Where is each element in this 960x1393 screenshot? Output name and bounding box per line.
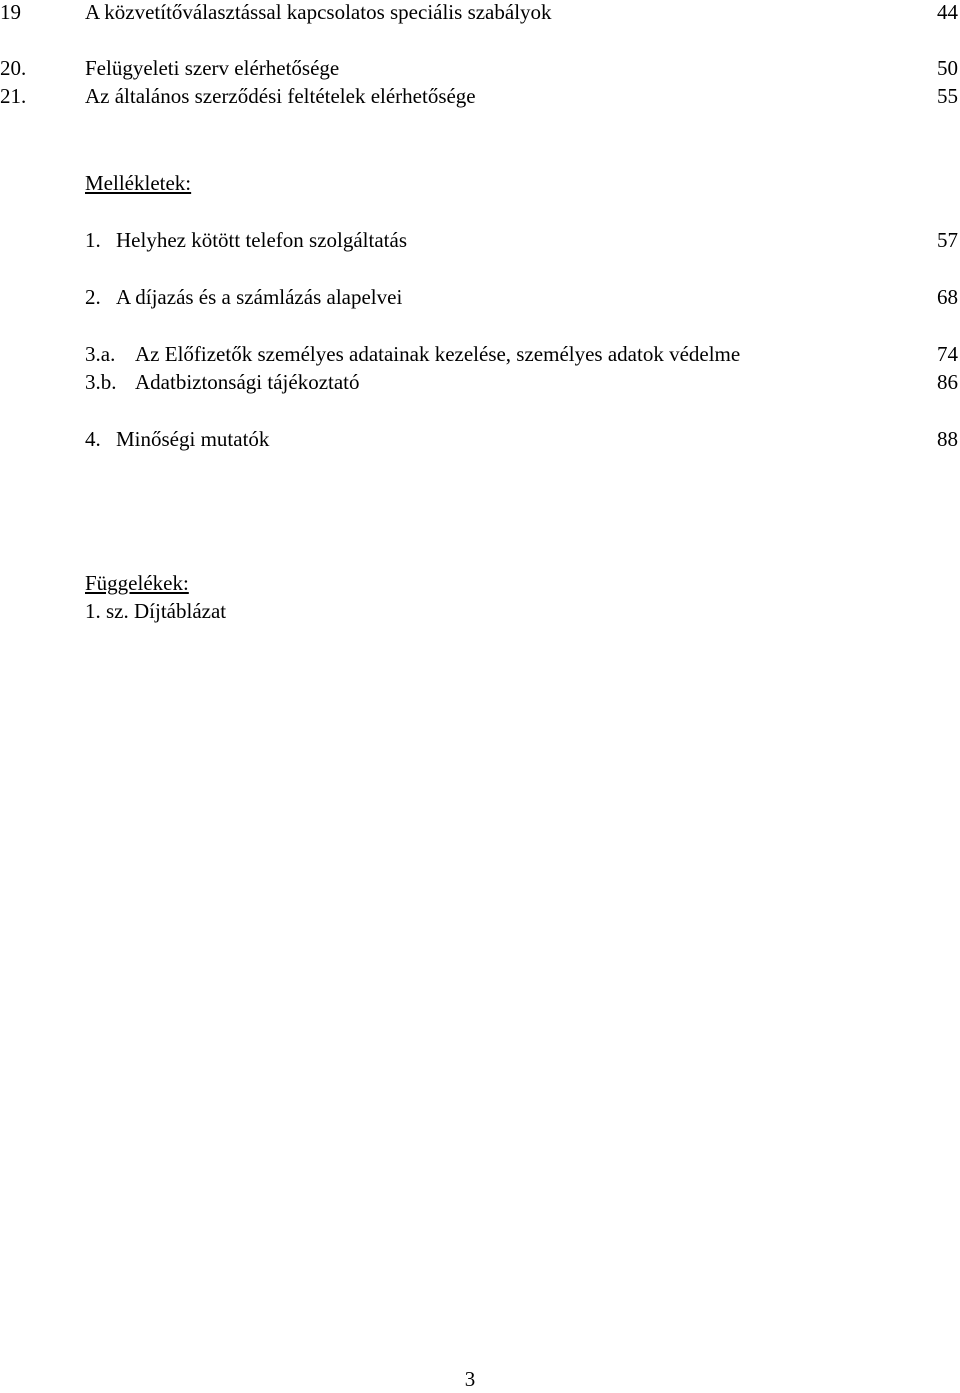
- annex-entry: [0, 283, 960, 311]
- annexes-heading: Mellékletek:: [85, 171, 192, 195]
- annex-entry-page: 74: [937, 342, 958, 366]
- appendices-heading: Függelékek:: [85, 571, 189, 595]
- toc-entry: [0, 54, 960, 82]
- annex-entry-title: Adatbiztonsági tájékoztató: [135, 370, 360, 394]
- toc-entry-page: 44: [937, 0, 958, 24]
- page-number: 3: [464, 1367, 476, 1391]
- annex-entry-title: Minőségi mutatók: [116, 427, 270, 451]
- toc-entry-number: 19: [0, 0, 21, 24]
- annex-entry-number: 1.: [85, 228, 101, 252]
- annex-entry-number: 3.b.: [85, 370, 117, 394]
- annex-entry-number: 3.a.: [85, 342, 116, 366]
- annex-entry-title: Helyhez kötött telefon szolgáltatás: [116, 228, 407, 252]
- toc-entry: [0, 82, 960, 110]
- annex-entry-page: 57: [937, 228, 958, 252]
- annex-entry-title: A díjazás és a számlázás alapelvei: [116, 285, 403, 309]
- toc-entry-number: 21.: [0, 84, 27, 108]
- toc-entry-number: 20.: [0, 56, 27, 80]
- annex-entry: [0, 340, 960, 368]
- annex-entry-page: 88: [937, 427, 958, 451]
- annex-entry-number: 2.: [85, 285, 101, 309]
- annex-entry: [0, 226, 960, 254]
- annex-entry-page: 86: [937, 370, 958, 394]
- annex-entry-page: 68: [937, 285, 958, 309]
- toc-entry-page: 55: [937, 84, 958, 108]
- annex-entry-title: Az Előfizetők személyes adatainak kezelése, személyes adatok védelme: [135, 342, 741, 366]
- toc-entry-title: A közvetítőválasztással kapcsolatos speciális szabályok: [85, 0, 552, 24]
- appendix-entry: 1. sz. Díjtáblázat: [85, 599, 227, 623]
- annex-entry-number: 4.: [85, 427, 101, 451]
- toc-entry: [0, 0, 960, 26]
- toc-entry-title: Az általános szerződési feltételek elérhetősége: [85, 84, 476, 108]
- annex-entry: [0, 368, 960, 396]
- annex-entry: [0, 425, 960, 453]
- toc-entry-page: 50: [937, 56, 958, 80]
- toc-entry-title: Felügyeleti szerv elérhetősége: [85, 56, 340, 80]
